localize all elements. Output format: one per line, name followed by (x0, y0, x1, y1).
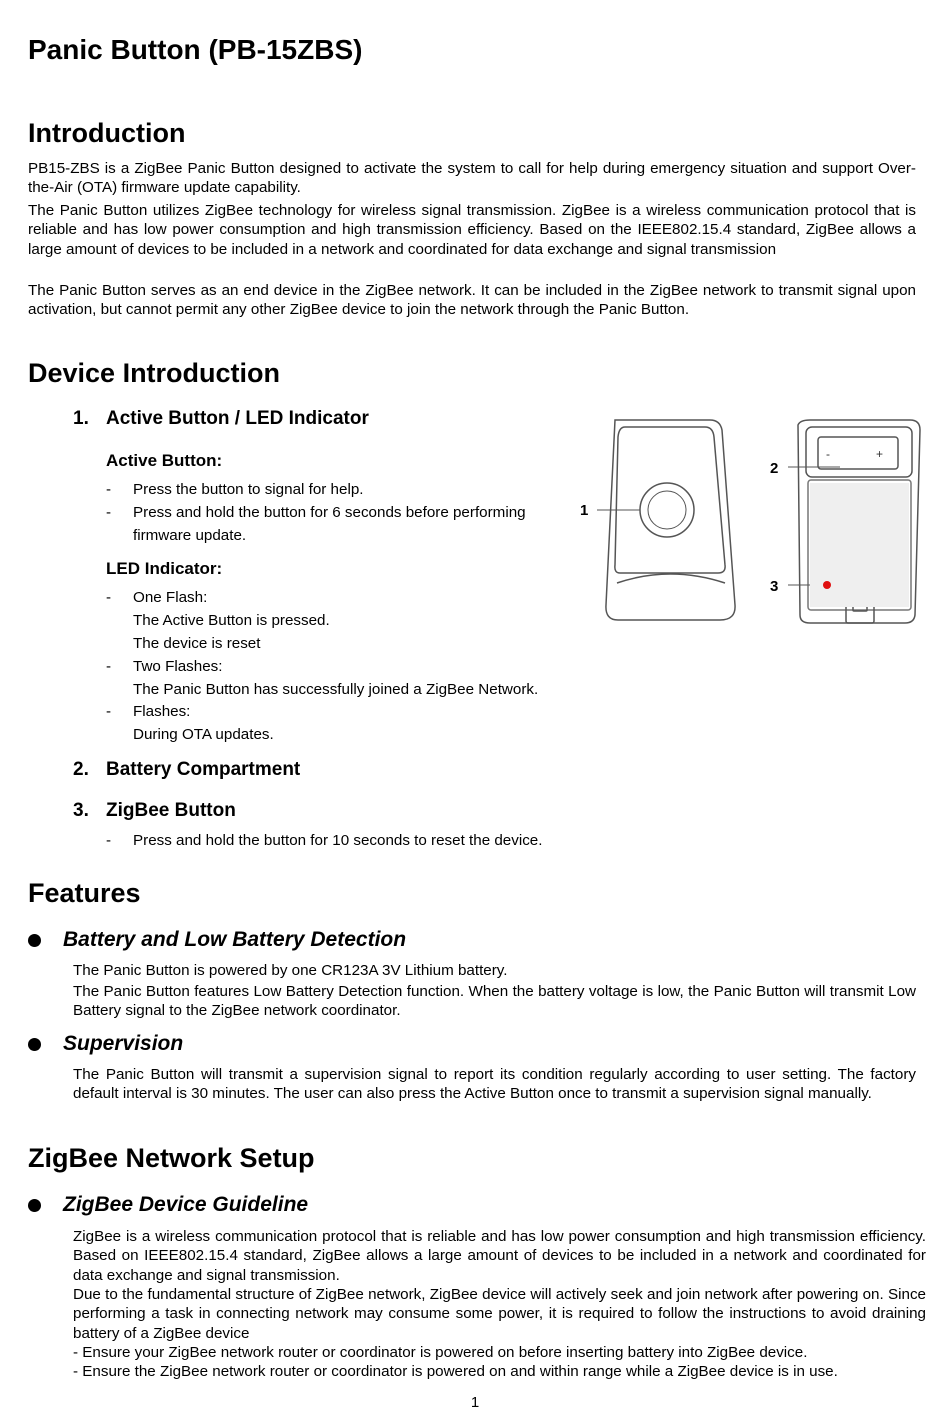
document-title: Panic Button (PB-15ZBS) (28, 34, 363, 65)
dash-marker: - (106, 658, 112, 675)
zigbee-led-dot-icon (823, 581, 831, 589)
bullet-dot-icon (28, 934, 41, 947)
dash-marker: - (106, 589, 112, 606)
led-line-1: One Flash: (133, 589, 208, 606)
page-number: 1 (470, 1394, 480, 1411)
figure-label-2: 2 (770, 460, 779, 477)
device-illustration (570, 415, 930, 645)
dash-marker: - (106, 832, 112, 849)
dash-marker: - (106, 504, 112, 521)
battery-feature-text-1: The Panic Button is powered by one CR123A 3V Lithium battery. (73, 962, 508, 979)
figure-label-1: 1 (580, 502, 589, 519)
active-button-label: Active Button: (106, 451, 223, 470)
led-line-2: The Active Button is pressed. (133, 612, 330, 629)
item-2-number: 2. (73, 759, 89, 780)
guideline-line-1: - Ensure your ZigBee network router or coordinator is powered on before inserting battery into ZigBee device. (73, 1344, 808, 1361)
guideline-title: ZigBee Device Guideline (63, 1193, 309, 1216)
item-3-number: 3. (73, 800, 89, 821)
led-line-5: The Panic Button has successfully joined a ZigBee Network. (133, 681, 539, 698)
bullet-dot-icon (28, 1038, 41, 1051)
features-heading: Features (28, 878, 141, 908)
device-front-inner (615, 427, 725, 573)
battery-feature-title: Battery and Low Battery Detection (63, 928, 407, 951)
active-button-line-2: Press and hold the button for 6 seconds before performing (133, 504, 526, 521)
intro-paragraph-3: The Panic Button serves as an end device in the ZigBee network. It can be included in the ZigBee network to transmit signal upon activation, but cannot permit any other ZigBee device to join the network through the Panic Button. (28, 282, 916, 319)
intro-paragraph-2: The Panic Button utilizes ZigBee technology for wireless signal transmission. ZigBee is a wireless communication protocol that is reliable and has low power consumption and high transmission efficiency. Based on the IEEE802.15.4 standard, ZigBee allows a large amount of devices to be included in a network and coordinated for data exchange and signal transmission (28, 202, 916, 258)
battery-feature-text-2: The Panic Button features Low Battery Detection function. When the battery voltage is low, the Panic Button will transmit Low Battery signal to the ZigBee network coordinator. (73, 983, 916, 1020)
battery-minus-label: - (826, 447, 830, 461)
device-introduction-heading: Device Introduction (28, 358, 281, 388)
bullet-dot-icon (28, 1199, 41, 1212)
led-line-3: The device is reset (133, 635, 261, 652)
dash-marker: - (106, 481, 112, 498)
zigbee-button-line-1: Press and hold the button for 10 seconds to reset the device. (133, 832, 543, 849)
supervision-feature-title: Supervision (63, 1032, 184, 1055)
guideline-text-1: ZigBee is a wireless communication protocol that is reliable and has low power consumption and high transmission efficiency. Based on IEEE802.15.4 standard, ZigBee allows a large amount of devices to be included in a network and coordinated for data exchange and signal transmission. (73, 1228, 926, 1284)
device-front-lower-panel (617, 574, 725, 583)
item-2-heading (73, 759, 300, 781)
item-1-heading (73, 408, 369, 430)
battery-plus-label: + (876, 447, 884, 461)
guideline-line-2: - Ensure the ZigBee network router or coordinator is powered on and within range while a ZigBee device is in use. (73, 1363, 838, 1380)
item-3-heading (73, 800, 236, 822)
item-3-title: ZigBee Button (106, 800, 236, 821)
introduction-heading: Introduction (28, 118, 186, 148)
led-line-6: Flashes: (133, 703, 191, 720)
battery-icon (818, 437, 898, 469)
network-setup-heading: ZigBee Network Setup (28, 1143, 315, 1173)
dash-marker: - (106, 703, 112, 720)
item-2-title: Battery Compartment (106, 759, 301, 780)
active-button-line-1: Press the button to signal for help. (133, 481, 364, 498)
guideline-text-2: Due to the fundamental structure of ZigBee network, ZigBee device will actively seek and join network after powering on. Since performing a task in connecting network may consume some power, it is required to follow the instructions to avoid draining battery of a ZigBee device (73, 1286, 926, 1342)
item-1-number: 1. (73, 408, 89, 429)
item-1-title: Active Button / LED Indicator (106, 408, 369, 429)
figure-label-3: 3 (770, 578, 779, 595)
intro-paragraph-1: PB15-ZBS is a ZigBee Panic Button designed to activate the system to call for help during emergency situation and support Over-the-Air (OTA) firmware update capability. (28, 160, 916, 197)
led-line-4: Two Flashes: (133, 658, 223, 675)
active-button-inner-icon (648, 491, 686, 529)
device-back-inner-fill (810, 483, 909, 607)
led-indicator-label: LED Indicator: (106, 559, 223, 578)
active-button-line-3: firmware update. (133, 527, 247, 544)
supervision-feature-text: The Panic Button will transmit a supervision signal to report its condition regularly according to user setting. The factory default interval is 30 minutes. The user can also press the Active Button once to transmit a supervision signal manually. (73, 1066, 916, 1103)
led-line-7: During OTA updates. (133, 726, 274, 743)
